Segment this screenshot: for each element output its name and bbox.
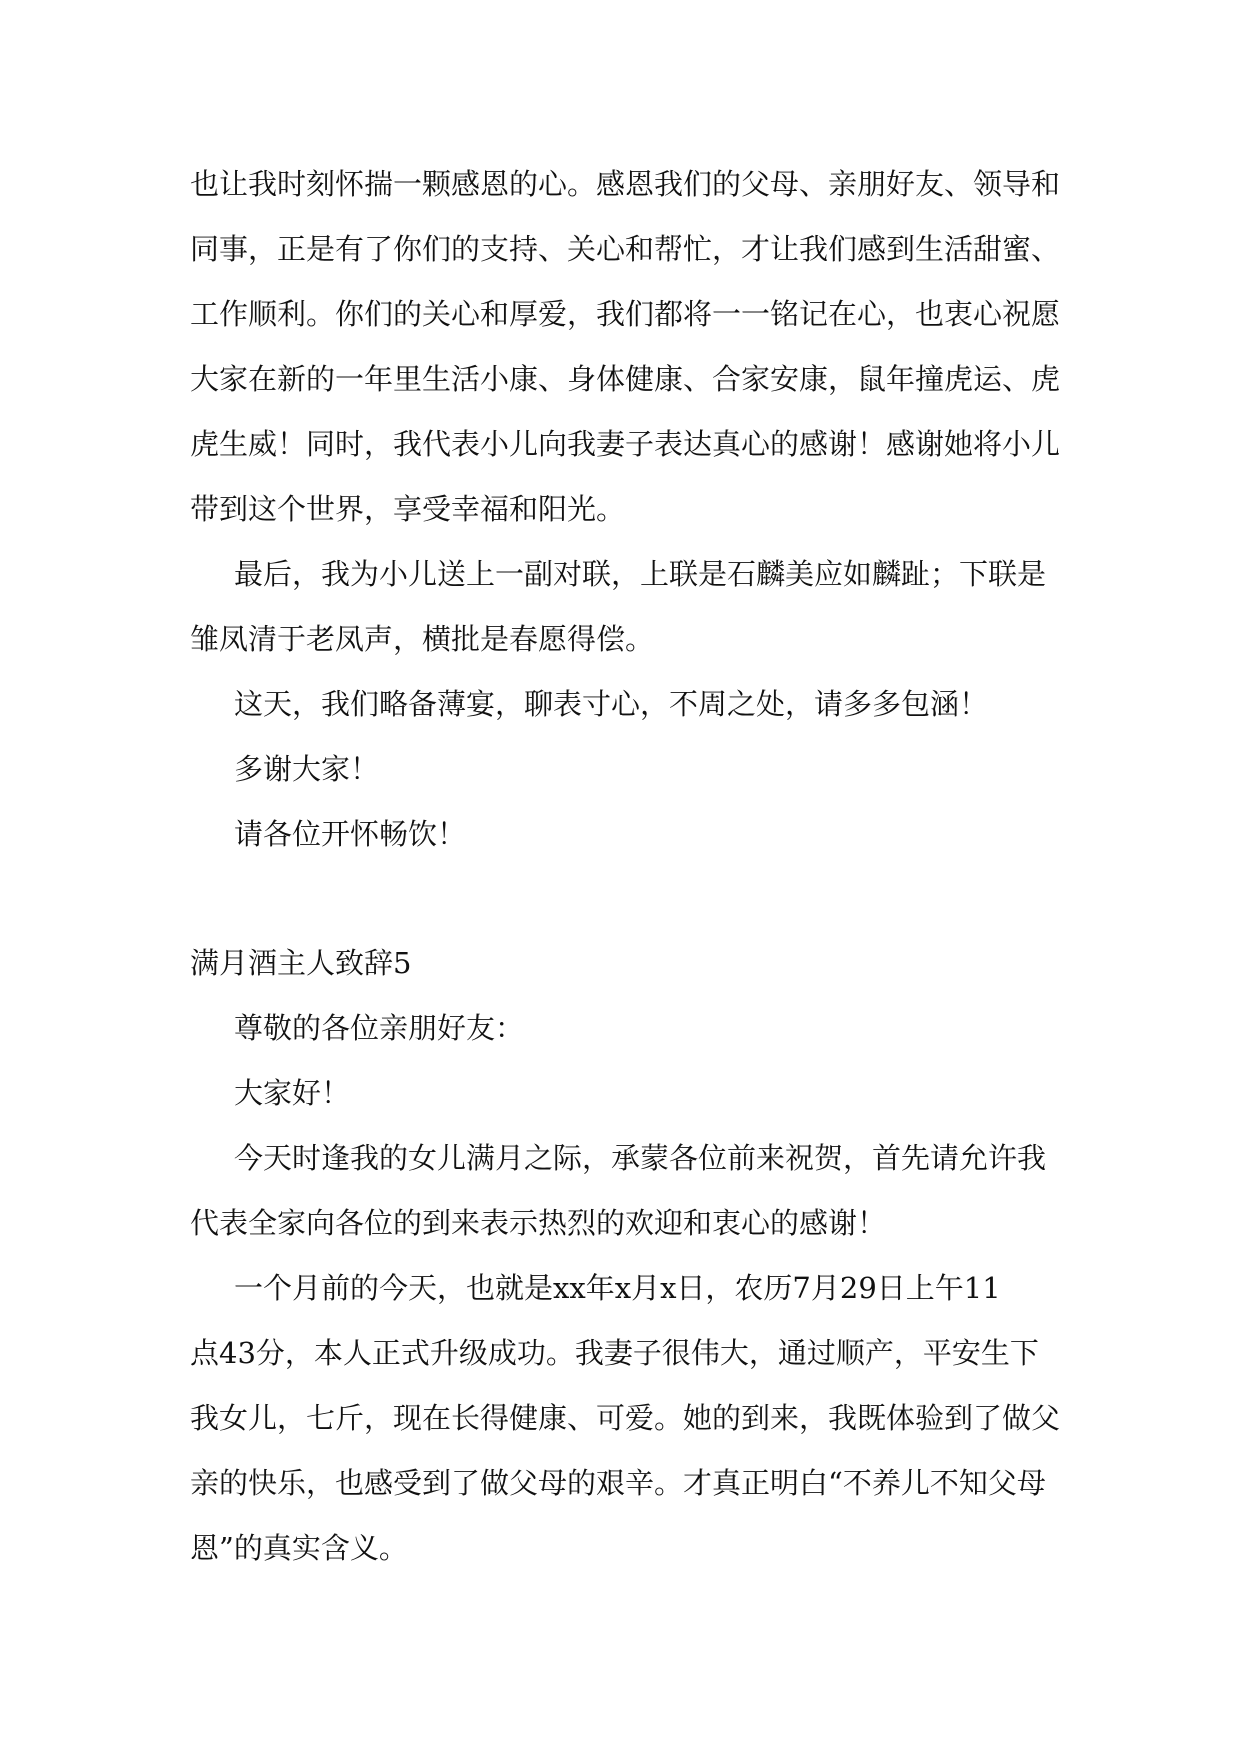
text-line: 大家在新的一年里生活小康、身体健康、合家安康，鼠年撞虎运、虎 [190, 362, 1061, 396]
text-line: 代表全家向各位的到来表示热烈的欢迎和衷心的感谢！ [190, 1206, 887, 1240]
text-line: 这天，我们略备薄宴，聊表寸心，不周之处，请多多包涵！ [234, 687, 989, 721]
text-line: 带到这个世界，享受幸福和阳光。 [190, 492, 626, 526]
paragraph-gratitude [190, 152, 1061, 542]
text-line: 尊敬的各位亲朋好友： [234, 1011, 525, 1045]
text-line: 今天时逢我的女儿满月之际，承蒙各位前来祝贺，首先请允许我 [234, 1141, 1047, 1175]
text-line: 虎生威！同时，我代表小儿向我妻子表达真心的感谢！感谢她将小儿 [190, 427, 1061, 461]
section-title: 满月酒主人致辞5 [190, 946, 412, 980]
text-line: 雏凤清于老凤声，横批是春愿得偿。 [190, 622, 655, 656]
paragraph-welcome [190, 1126, 1058, 1256]
text-line: 最后，我为小儿送上一副对联，上联是石麟美应如麟趾；下联是 [234, 557, 1047, 591]
text-line: 多谢大家！ [234, 752, 380, 786]
text-line: 大家好！ [234, 1076, 351, 1110]
paragraph-couplet [190, 542, 1058, 672]
paragraph-banquet [190, 672, 1058, 737]
text-line: 同事，正是有了你们的支持、关心和帮忙，才让我们感到生活甜蜜、 [190, 232, 1061, 266]
text-line: 亲的快乐，也感受到了做父母的艰辛。才真正明白“不养儿不知父母 [190, 1466, 1046, 1500]
text-line: 我女儿，七斤，现在长得健康、可爱。她的到来，我既体验到了做父 [190, 1401, 1061, 1435]
paragraph-greeting [190, 1061, 1058, 1126]
paragraph-birth-story [190, 1256, 1061, 1581]
text-line: 也让我时刻怀揣一颗感恩的心。感恩我们的父母、亲朋好友、领导和 [190, 167, 1061, 201]
section-gap [190, 867, 1058, 931]
text-line: 一个月前的今天，也就是xx年x月x日，农历7月29日上午11 [234, 1271, 1001, 1305]
text-line: 恩”的真实含义。 [190, 1531, 408, 1565]
paragraph-toast [190, 802, 1058, 867]
text-line: 点43分，本人正式升级成功。我妻子很伟大，通过顺产，平安生下 [190, 1336, 1039, 1370]
paragraph-thanks [190, 737, 1058, 802]
document-body [190, 152, 1061, 1581]
paragraph-salutation [190, 996, 1058, 1061]
text-line: 工作顺利。你们的关心和厚爱，我们都将一一铭记在心，也衷心祝愿 [190, 297, 1061, 331]
text-line: 请各位开怀畅饮！ [234, 817, 467, 851]
